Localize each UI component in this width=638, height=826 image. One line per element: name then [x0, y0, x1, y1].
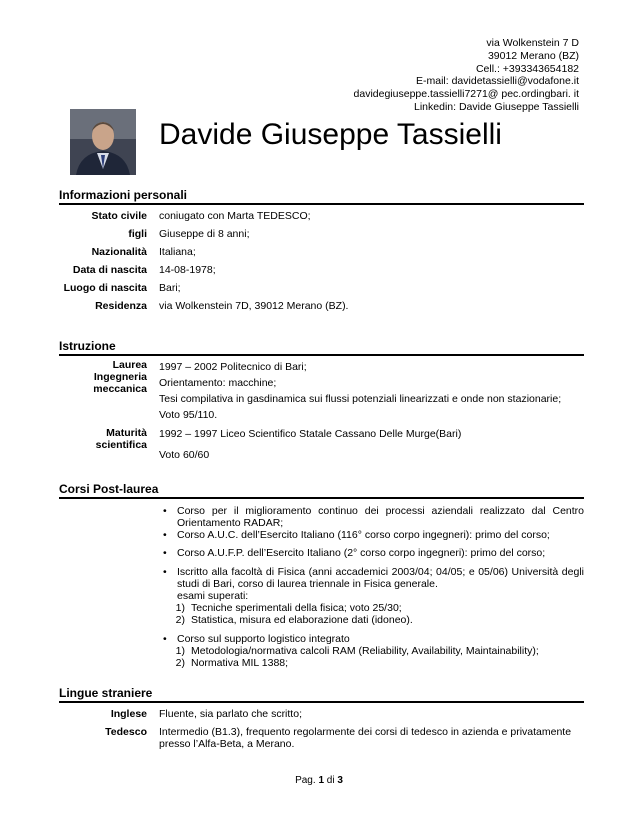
personal-label: Stato civile	[91, 210, 147, 222]
maturita-label-line: Maturità	[106, 427, 147, 439]
personal-value: Bari;	[159, 282, 181, 294]
bullet-icon: •	[163, 566, 167, 578]
personal-label: Data di nascita	[72, 264, 147, 276]
language-label: Inglese	[110, 708, 147, 720]
language-value: Fluente, sia parlato che scritto;	[159, 708, 302, 720]
sub-text: Statistica, misura ed elaborazione dati (idoneo).	[191, 614, 413, 626]
list-item	[163, 633, 584, 669]
section-title-postgrad: Corsi Post-laurea	[59, 482, 584, 499]
language-value: Intermedio (B1.3), frequento regolarmente dei corsi di tedesco in azienda e privatamente presso l’Alfa-Beta, a Merano.	[159, 726, 572, 750]
course-text: Corso per il miglioramento continuo dei processi aziendali realizzato dal Centro Orientamento RADAR;	[177, 505, 584, 529]
candidate-name: Davide Giuseppe Tassielli	[159, 118, 502, 151]
contact-city: 39012 Merano (BZ)	[487, 49, 579, 62]
laurea-details	[159, 359, 584, 423]
personal-label: figli	[128, 228, 147, 240]
page-footer	[0, 775, 638, 786]
course-text: Corso A.U.F.P. dell’Esercito Italiano (2° corso corpo ingegneri): primo del corso;	[177, 547, 546, 559]
laurea-label-line: meccanica	[93, 383, 147, 395]
laurea-label-line: Ingegneria	[93, 371, 147, 383]
course-text: Iscritto alla facoltà di Fisica (anni accademici 2003/04; 04/05; e 05/06) Università degli studi di Bari, corso di laurea triennale in Fisica generale.	[177, 566, 584, 590]
personal-label: Nazionalità	[91, 246, 147, 258]
sub-number: 1)	[175, 602, 185, 614]
laurea-line: Tesi compilativa in gasdinamica sui flussi potenziali linearizzati e onde non stazionarie;	[159, 393, 562, 405]
list-item	[163, 505, 584, 529]
laurea-line: 1997 – 2002 Politecnico di Bari;	[159, 361, 307, 373]
bullet-icon: •	[163, 529, 167, 541]
sub-item	[163, 657, 584, 669]
contact-linkedin: Linkedin: Davide Giuseppe Tassielli	[414, 100, 579, 113]
sub-item	[163, 602, 584, 614]
bullet-icon: •	[163, 547, 167, 559]
sub-text: Normativa MIL 1388;	[191, 657, 289, 669]
sub-text: Metodologia/normativa calcoli RAM (Reliability, Availability, Maintainability);	[191, 645, 539, 657]
sub-number: 2)	[175, 657, 185, 669]
sub-number: 2)	[175, 614, 185, 626]
personal-section	[59, 188, 584, 318]
course-text: Corso sul supporto logistico integrato	[177, 633, 350, 645]
section-title-personal: Informazioni personali	[59, 188, 584, 205]
personal-value: via Wolkenstein 7D, 39012 Merano (BZ).	[159, 300, 349, 312]
education-section	[59, 339, 584, 469]
personal-value: coniugato con Marta TEDESCO;	[159, 210, 311, 222]
bullet-icon: •	[163, 633, 167, 645]
maturita-line: Voto 60/60	[159, 449, 210, 461]
sub-item	[163, 645, 584, 657]
page-prefix: Pag.	[295, 775, 316, 786]
page-number: 1	[318, 775, 324, 786]
profile-photo	[70, 109, 136, 175]
contact-block	[354, 37, 579, 114]
course-text: Corso A.U.C. dell’Esercito Italiano (116° corso corpo ingegneri): primo del corso;	[177, 529, 550, 541]
personal-value: Giuseppe di 8 anni;	[159, 228, 250, 240]
contact-phone: Cell.: +393343654182	[475, 62, 579, 75]
laurea-line: Voto 95/110.	[159, 409, 218, 421]
personal-value: 14-08-1978;	[159, 264, 216, 276]
bullet-icon: •	[163, 505, 167, 517]
maturita-label	[27, 427, 147, 451]
page-of: di	[326, 775, 335, 786]
maturita-label-line: scientifica	[95, 439, 147, 451]
contact-email: E-mail: davidetassielli@vodafone.it	[416, 75, 579, 88]
contact-address: via Wolkenstein 7 D	[486, 37, 579, 49]
languages-section	[59, 686, 584, 756]
list-item	[163, 529, 584, 541]
laurea-line: Orientamento: macchine;	[159, 377, 277, 389]
contact-pec: davidegiuseppe.tassielli7271@ pec.ordingbari. it	[353, 88, 579, 101]
page-total: 3	[337, 775, 343, 786]
list-item	[163, 566, 584, 626]
personal-label: Residenza	[95, 300, 147, 312]
exams-intro: esami superati:	[177, 590, 249, 602]
section-title-languages: Lingue straniere	[59, 686, 584, 703]
laurea-label-line: Laurea	[112, 359, 147, 371]
laurea-label	[27, 359, 147, 395]
personal-value: Italiana;	[159, 246, 196, 258]
list-item	[163, 547, 584, 559]
maturita-details	[159, 427, 584, 461]
sub-text: Tecniche sperimentali della fisica; voto 25/30;	[191, 602, 402, 614]
postgrad-section	[59, 482, 584, 672]
section-title-education: Istruzione	[59, 339, 584, 356]
personal-label: Luogo di nascita	[63, 282, 147, 294]
sub-item	[163, 614, 584, 626]
sub-number: 1)	[175, 645, 185, 657]
maturita-line: 1992 – 1997 Liceo Scientifico Statale Cassano Delle Murge(Bari)	[159, 428, 462, 440]
language-label: Tedesco	[105, 726, 147, 738]
